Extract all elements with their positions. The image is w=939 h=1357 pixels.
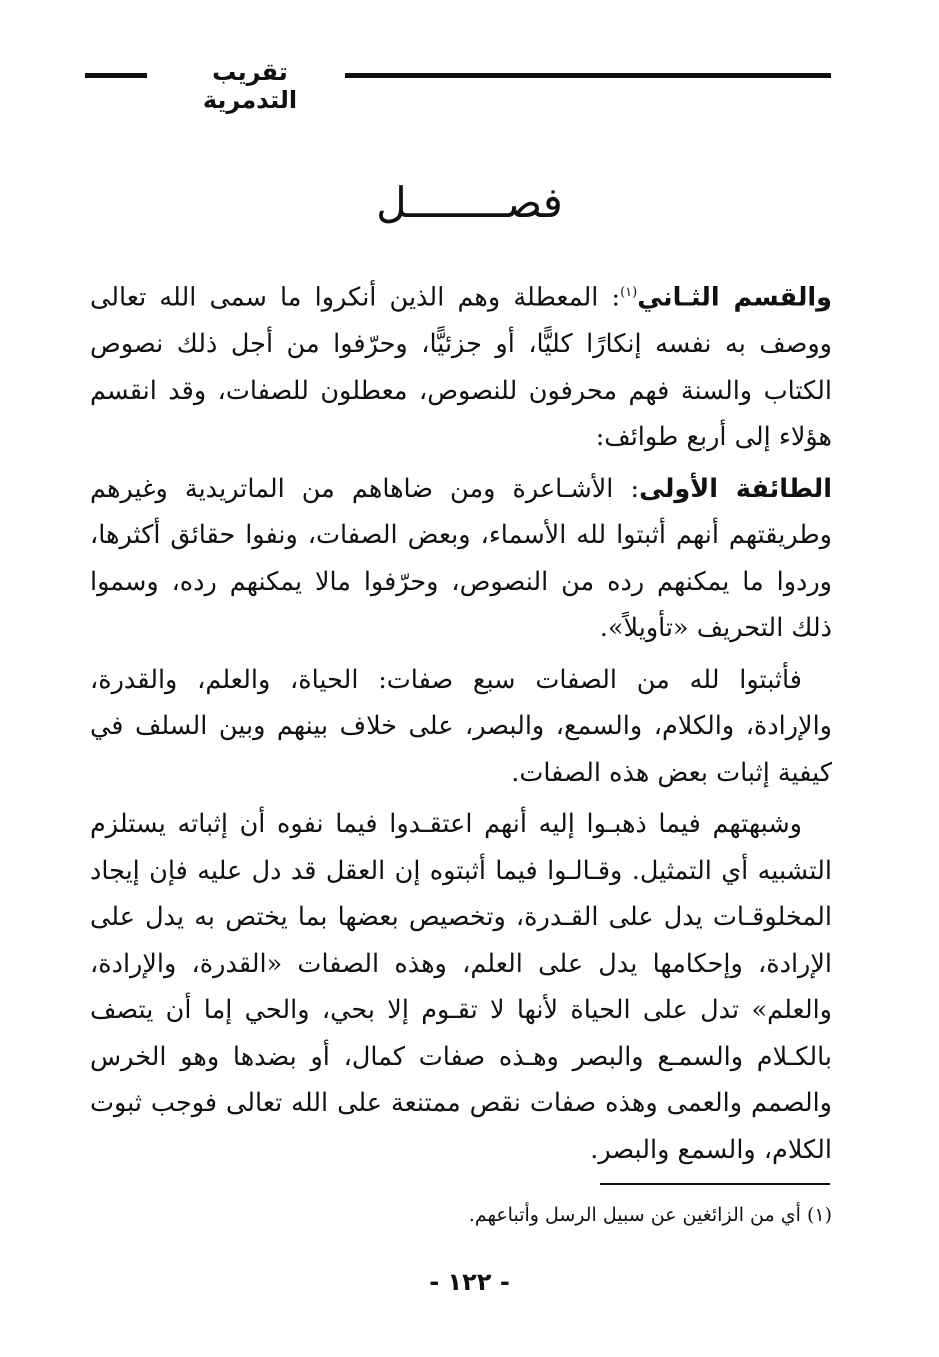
paragraph-4-text: وشبهتهم فيما ذهبـوا إليه أنهم اعتقـدوا فيما نفوه أن إثباته يستلزم التشبيه أي التمثيل. وقـالـوا فيما أثبتوه إن العقل قد دل عليه فإن إيجاد المخلوقـات يدل على القـدرة، وتخصيص بعضها بما يختص به يدل على الإرادة، وإحكامها يدل على العلم، وهذه الصفات «القدرة، والإرادة، والعلم» تدل على الحياة لأنها لا تقـوم إلا بحي، والحي إما أن يتصف بالكـلام والسمـع والبصر وهـذه صفات كمال، أو بضدها وهو الخرس والصمم والعمى وهذه صفات نقص ممتنعة على الله تعالى فوجب ثبوت الكلام، والسمع والبصر. [90,809,832,1165]
paragraph-3-text: فأثبتوا لله من الصفات سبع صفات: الحياة، والعلم، والقدرة، والإرادة، والكلام، والسمع، والبصر، على خلاف بينهم وبين السلف في كيفية إثبات بعض هذه الصفات. [90,664,832,788]
footnote-ref: (١) [620,285,638,300]
header-rule-short [85,73,147,78]
paragraph-2-heading: الطائفة الأولى [639,473,832,504]
footnote-text: أي من الزائغين عن سبيل الرسل وأتباعهم. [468,1204,801,1226]
footnote-marker: (١) [806,1204,832,1226]
page-number: - ١٢٢ - [429,1268,510,1296]
paragraph-2-text: : الأشـاعرة ومن ضاهاهم من الماتريدية وغيرهم وطريقتهم أنهم أثبتوا لله الأسماء، وبعض الصفات، ونفوا حقائق أكثرها، وردوا ما يمكنهم رده من النصوص، وحرّفوا مالا يمكنهم رده، وسموا ذلك التحريف «تأويلاً». [90,473,832,643]
header-title: تقريب التدمرية [202,58,298,114]
paragraph-1-text: : المعطلة وهم الذين أنكروا ما سمى الله تعالى ووصف به نفسه إنكارًا كليًّا، أو جزئيًّا، وحرّفوا من أجل ذلك نصوص الكتاب والسنة فهم محرفون للنصوص، معطلون للصفات، وقد انقسم هؤلاء إلى أربع طوائف: [90,282,832,452]
section-title: فصــــــــل [376,178,563,227]
paragraph-1-heading: والقسم الثـاني [637,282,833,313]
header-rule-long [345,73,831,78]
paragraph-2 [90,466,832,652]
body-text [90,270,832,1178]
running-header [85,58,831,114]
footnote-divider [600,1183,830,1185]
paragraph-1 [90,270,832,461]
paragraph-3 [90,657,832,797]
footnote [300,1204,832,1226]
paragraph-4 [90,801,832,1173]
